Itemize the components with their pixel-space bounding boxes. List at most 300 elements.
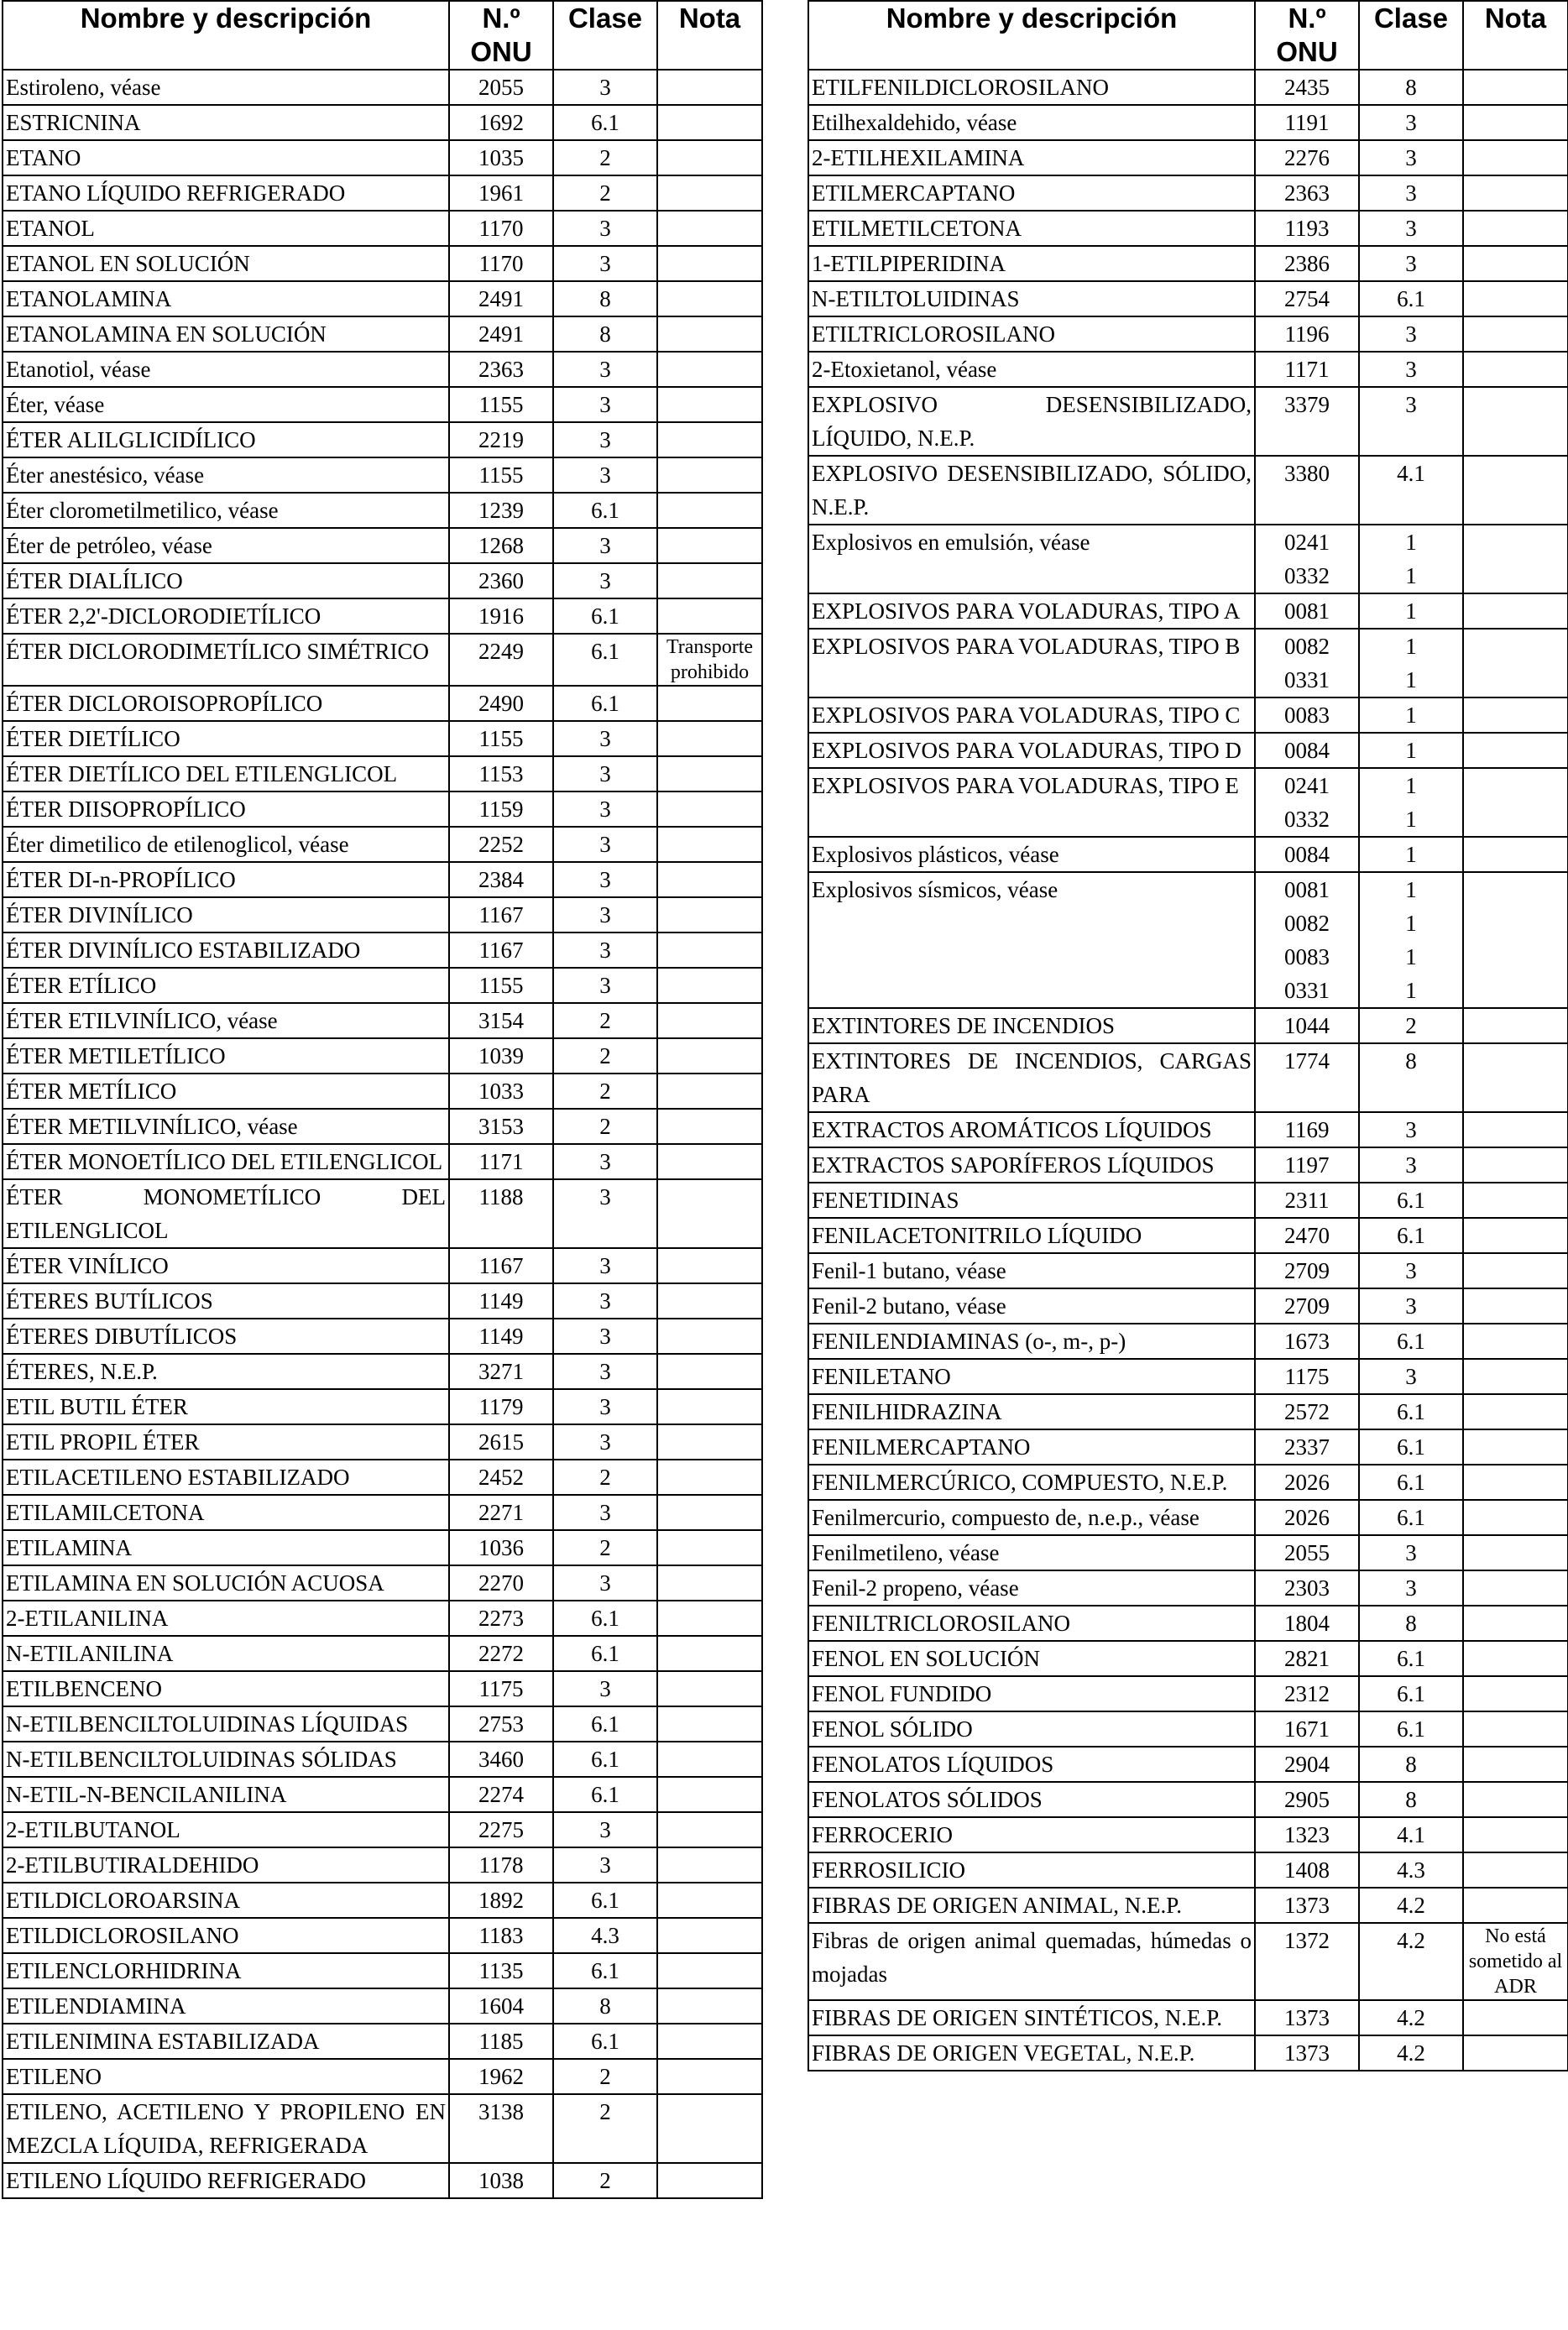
note-cell — [1463, 105, 1568, 140]
hazard-class: 2 — [553, 1460, 657, 1495]
substance-name: Fenilmercurio, compuesto de, n.e.p., véase — [808, 1500, 1255, 1535]
note-cell — [1463, 697, 1568, 733]
substance-name: FENOLATOS LÍQUIDOS — [808, 1747, 1255, 1782]
substance-name: ÉTER DIVINÍLICO ESTABILIZADO — [3, 933, 449, 968]
table-row — [3, 1777, 762, 1812]
hazard-class: 2 — [553, 140, 657, 175]
onu-number: 2470 — [1255, 1218, 1359, 1253]
onu-number: 1193 — [1255, 211, 1359, 246]
note-cell — [1463, 1676, 1568, 1711]
note-cell — [657, 1777, 762, 1812]
table-row — [3, 827, 762, 862]
hazard-class: 6.1 — [1359, 1641, 1463, 1676]
substance-name: ETILENO, ACETILENO Y PROPILENO EN MEZCLA LÍQUIDA, REFRIGERADA — [3, 2094, 449, 2163]
substance-name: ETANOLAMINA EN SOLUCIÓN — [3, 316, 449, 352]
onu-number: 2384 — [449, 862, 553, 897]
substance-name: ÉTERES DIBUTÍLICOS — [3, 1319, 449, 1354]
note-cell — [1463, 837, 1568, 872]
table-row — [808, 140, 1568, 175]
substance-name: ETILTRICLOROSILANO — [808, 316, 1255, 352]
substance-name: ETANOLAMINA — [3, 281, 449, 316]
note-cell — [657, 493, 762, 528]
hazard-class: 6.1 — [553, 2024, 657, 2059]
table-row — [808, 105, 1568, 140]
note-cell — [1463, 352, 1568, 387]
hazard-class: 6.1 — [553, 1777, 657, 1812]
note-cell — [657, 1283, 762, 1319]
note-cell — [1463, 70, 1568, 105]
onu-number: 2490 — [449, 686, 553, 721]
substance-name: FENILACETONITRILO LÍQUIDO — [808, 1218, 1255, 1253]
table-row — [808, 1359, 1568, 1394]
onu-number: 2904 — [1255, 1747, 1359, 1782]
hazard-class: 3 — [553, 1179, 657, 1248]
table-row — [3, 1179, 762, 1248]
onu-number: 1671 — [1255, 1711, 1359, 1747]
onu-number: 2055 — [1255, 1535, 1359, 1570]
note-cell — [657, 1354, 762, 1389]
substance-name: EXPLOSIVO DESENSIBILIZADO, SÓLIDO, N.E.P. — [808, 456, 1255, 525]
table-row — [3, 1495, 762, 1530]
substance-name: ETILAMINA — [3, 1530, 449, 1565]
table-row — [808, 387, 1568, 456]
header-name: Nombre y descripción — [808, 1, 1255, 70]
table-row — [3, 721, 762, 756]
note-cell — [1463, 1359, 1568, 1394]
table-row — [3, 422, 762, 457]
hazard-class: 6.1 — [1359, 1183, 1463, 1218]
note-cell — [657, 827, 762, 862]
hazard-class: 1 — [1359, 593, 1463, 629]
hazard-class: 3 — [553, 1354, 657, 1389]
table-row — [3, 246, 762, 281]
table-row — [808, 456, 1568, 525]
table-row — [808, 1535, 1568, 1570]
note-cell — [657, 1565, 762, 1601]
hazard-class: 3 — [1359, 1570, 1463, 1606]
onu-number: 1178 — [449, 1847, 553, 1883]
onu-number: 1038 — [449, 2163, 553, 2198]
left-header-row — [3, 1, 762, 70]
note-cell — [1463, 1570, 1568, 1606]
table-row — [3, 281, 762, 316]
hazard-class: 6.1 — [1359, 1394, 1463, 1429]
substance-name: ETILMETILCETONA — [808, 211, 1255, 246]
note-cell — [1463, 246, 1568, 281]
table-row — [808, 1008, 1568, 1043]
hazard-class: 3 — [1359, 1359, 1463, 1394]
note-cell — [1463, 1288, 1568, 1324]
note-cell — [1463, 1253, 1568, 1288]
onu-number: 0081 — [1255, 593, 1359, 629]
onu-number: 1036 — [449, 1530, 553, 1565]
note-cell — [1463, 1535, 1568, 1570]
hazard-class: 3 — [553, 721, 657, 756]
header-clase: Clase — [1359, 1, 1463, 70]
onu-number: 1170 — [449, 246, 553, 281]
table-row — [808, 246, 1568, 281]
substance-name: EXPLOSIVOS PARA VOLADURAS, TIPO A — [808, 593, 1255, 629]
table-row — [808, 1923, 1568, 2000]
substance-name: FENILETANO — [808, 1359, 1255, 1394]
substance-name: ETANO — [3, 140, 449, 175]
table-row — [808, 1253, 1568, 1288]
table-row — [3, 634, 762, 686]
hazard-class: 1 — [1359, 733, 1463, 768]
hazard-class: 2 — [553, 175, 657, 211]
hazard-class: 2 — [553, 2059, 657, 2094]
hazard-class: 6.1 — [553, 686, 657, 721]
table-row — [808, 629, 1568, 697]
onu-number: 2252 — [449, 827, 553, 862]
onu-number: 2615 — [449, 1424, 553, 1460]
hazard-class: 1 1 — [1359, 629, 1463, 697]
note-cell — [657, 1706, 762, 1742]
table-row — [3, 1988, 762, 2024]
substance-name: ÉTER METÍLICO — [3, 1074, 449, 1109]
substance-name: Explosivos plásticos, véase — [808, 837, 1255, 872]
note-cell — [1463, 1008, 1568, 1043]
header-clase: Clase — [553, 1, 657, 70]
substance-name: 2-ETILHEXILAMINA — [808, 140, 1255, 175]
table-row — [3, 140, 762, 175]
hazard-class: 2 — [553, 1109, 657, 1144]
onu-number: 0081 0082 0083 0331 — [1255, 872, 1359, 1008]
onu-number: 1183 — [449, 1918, 553, 1953]
hazard-class: 2 — [1359, 1008, 1463, 1043]
substance-name: N-ETILANILINA — [3, 1636, 449, 1671]
table-row — [3, 1565, 762, 1601]
hazard-class: 3 — [553, 70, 657, 105]
substance-name: ETILBENCENO — [3, 1671, 449, 1706]
table-row — [808, 70, 1568, 105]
note-cell — [657, 105, 762, 140]
hazard-class: 3 — [1359, 1253, 1463, 1288]
onu-number: 1373 — [1255, 2000, 1359, 2035]
table-row — [808, 2035, 1568, 2071]
table-row — [3, 1354, 762, 1389]
note-cell — [657, 1460, 762, 1495]
onu-number: 2821 — [1255, 1641, 1359, 1676]
onu-number: 2337 — [1255, 1429, 1359, 1465]
table-row — [3, 1003, 762, 1038]
table-row — [3, 1918, 762, 1953]
note-cell — [1463, 1112, 1568, 1147]
onu-number: 2360 — [449, 563, 553, 598]
note-cell — [657, 1530, 762, 1565]
onu-number: 1044 — [1255, 1008, 1359, 1043]
note-cell — [1463, 1711, 1568, 1747]
substance-name: 1-ETILPIPERIDINA — [808, 246, 1255, 281]
onu-number: 2026 — [1255, 1465, 1359, 1500]
hazard-class: 8 — [553, 281, 657, 316]
onu-number: 3271 — [449, 1354, 553, 1389]
hazard-class: 3 — [553, 862, 657, 897]
substance-name: ÉTER DIETÍLICO — [3, 721, 449, 756]
onu-number: 2026 — [1255, 1500, 1359, 1535]
table-row — [808, 281, 1568, 316]
substance-name: EXPLOSIVOS PARA VOLADURAS, TIPO B — [808, 629, 1255, 697]
onu-number: 1171 — [449, 1144, 553, 1179]
note-cell — [657, 1742, 762, 1777]
right-substance-table — [808, 0, 1568, 2071]
onu-number: 1169 — [1255, 1112, 1359, 1147]
table-row — [808, 837, 1568, 872]
note-cell — [657, 1424, 762, 1460]
onu-number: 1167 — [449, 1248, 553, 1283]
onu-number: 2435 — [1255, 70, 1359, 105]
note-cell — [657, 1918, 762, 1953]
note-cell — [657, 563, 762, 598]
left-substance-table — [2, 0, 763, 2199]
note-cell — [1463, 1888, 1568, 1923]
note-cell — [657, 246, 762, 281]
substance-name: Éter dimetilico de etilenoglicol, véase — [3, 827, 449, 862]
substance-name: N-ETIL-N-BENCILANILINA — [3, 1777, 449, 1812]
hazard-class: 2 — [553, 1038, 657, 1074]
onu-number: 1408 — [1255, 1852, 1359, 1888]
table-row — [808, 1606, 1568, 1641]
onu-number: 1372 — [1255, 1923, 1359, 2000]
hazard-class: 3 — [553, 1283, 657, 1319]
table-row — [3, 968, 762, 1003]
substance-name: FENILTRICLOROSILANO — [808, 1606, 1255, 1641]
note-cell — [1463, 872, 1568, 1008]
onu-number: 1604 — [449, 1988, 553, 2024]
table-row — [3, 1283, 762, 1319]
note-cell — [1463, 175, 1568, 211]
substance-name: 2-ETILBUTANOL — [3, 1812, 449, 1847]
hazard-class: 4.2 — [1359, 2035, 1463, 2071]
hazard-class: 6.1 — [1359, 1500, 1463, 1535]
table-row — [3, 1601, 762, 1636]
hazard-class: 6.1 — [553, 493, 657, 528]
table-row — [808, 1429, 1568, 1465]
substance-name: 2-Etoxietanol, véase — [808, 352, 1255, 387]
substance-name: ÉTER 2,2'-DICLORODIETÍLICO — [3, 598, 449, 634]
hazard-class: 6.1 — [1359, 1465, 1463, 1500]
substance-name: ÉTER ETILVINÍLICO, véase — [3, 1003, 449, 1038]
hazard-class: 1 — [1359, 697, 1463, 733]
onu-number: 1373 — [1255, 2035, 1359, 2071]
hazard-class: 3 — [1359, 316, 1463, 352]
hazard-class: 2 — [553, 2163, 657, 2198]
table-row — [808, 352, 1568, 387]
table-row — [3, 1847, 762, 1883]
hazard-class: 3 — [553, 352, 657, 387]
table-row — [3, 528, 762, 563]
right-header-row — [808, 1, 1568, 70]
hazard-class: 1 1 1 1 — [1359, 872, 1463, 1008]
substance-name: FENILHIDRAZINA — [808, 1394, 1255, 1429]
table-row — [808, 211, 1568, 246]
table-row — [3, 1109, 762, 1144]
note-cell — [1463, 1852, 1568, 1888]
hazard-class: 3 — [1359, 1535, 1463, 1570]
hazard-class: 8 — [1359, 1606, 1463, 1641]
note-cell — [1463, 2035, 1568, 2071]
note-cell: Transporte prohibido — [657, 634, 762, 686]
table-row — [808, 1218, 1568, 1253]
hazard-class: 3 — [1359, 105, 1463, 140]
substance-name: EXTINTORES DE INCENDIOS — [808, 1008, 1255, 1043]
substance-name: 2-ETILANILINA — [3, 1601, 449, 1636]
substance-name: ÉTER ETÍLICO — [3, 968, 449, 1003]
note-cell — [657, 2024, 762, 2059]
right-table-body — [808, 70, 1568, 2071]
substance-name: FENILMERCÚRICO, COMPUESTO, N.E.P. — [808, 1465, 1255, 1500]
substance-name: ETILENO — [3, 2059, 449, 2094]
onu-number: 2491 — [449, 316, 553, 352]
hazard-class: 6.1 — [553, 1883, 657, 1918]
table-row — [3, 387, 762, 422]
onu-number: 1155 — [449, 457, 553, 493]
hazard-class: 3 — [1359, 140, 1463, 175]
note-cell — [657, 352, 762, 387]
hazard-class: 1 1 — [1359, 768, 1463, 837]
onu-number: 1159 — [449, 791, 553, 827]
note-cell — [1463, 1394, 1568, 1429]
hazard-class: 6.1 — [553, 1706, 657, 1742]
note-cell — [1463, 733, 1568, 768]
note-cell — [657, 1636, 762, 1671]
substance-name: ÉTERES BUTÍLICOS — [3, 1283, 449, 1319]
note-cell — [657, 1883, 762, 1918]
note-cell — [657, 211, 762, 246]
hazard-class: 4.2 — [1359, 2000, 1463, 2035]
onu-number: 0241 0332 — [1255, 768, 1359, 837]
substance-name: Fibras de origen animal quemadas, húmedas o mojadas — [808, 1923, 1255, 2000]
substance-name: ÉTER VINÍLICO — [3, 1248, 449, 1283]
table-row — [3, 897, 762, 933]
hazard-class: 2 — [553, 1003, 657, 1038]
note-cell — [657, 2094, 762, 2163]
substance-name: ETIL BUTIL ÉTER — [3, 1389, 449, 1424]
table-row — [808, 316, 1568, 352]
note-cell — [657, 2059, 762, 2094]
note-cell — [657, 1319, 762, 1354]
table-row — [3, 1706, 762, 1742]
onu-number: 0084 — [1255, 733, 1359, 768]
onu-number: 1170 — [449, 211, 553, 246]
onu-number: 1149 — [449, 1283, 553, 1319]
substance-name: ETILACETILENO ESTABILIZADO — [3, 1460, 449, 1495]
substance-name: Fenilmetileno, véase — [808, 1535, 1255, 1570]
note-cell — [1463, 1147, 1568, 1183]
substance-name: FIBRAS DE ORIGEN VEGETAL, N.E.P. — [808, 2035, 1255, 2071]
onu-number: 1239 — [449, 493, 553, 528]
table-row — [3, 2059, 762, 2094]
note-cell — [657, 281, 762, 316]
hazard-class: 4.1 — [1359, 456, 1463, 525]
hazard-class: 6.1 — [553, 634, 657, 686]
onu-number: 1135 — [449, 1953, 553, 1988]
onu-number: 2249 — [449, 634, 553, 686]
onu-number: 2303 — [1255, 1570, 1359, 1606]
substance-name: Éter de petróleo, véase — [3, 528, 449, 563]
note-cell — [657, 1389, 762, 1424]
onu-number: 2272 — [449, 1636, 553, 1671]
table-row — [808, 733, 1568, 768]
onu-number: 2274 — [449, 1777, 553, 1812]
substance-name: 2-ETILBUTIRALDEHIDO — [3, 1847, 449, 1883]
onu-number: 2452 — [449, 1460, 553, 1495]
hazard-class: 3 — [553, 1565, 657, 1601]
substance-name: FENILMERCAPTANO — [808, 1429, 1255, 1465]
table-row — [3, 598, 762, 634]
note-cell — [657, 721, 762, 756]
table-row — [808, 872, 1568, 1008]
substance-name: ÉTERES, N.E.P. — [3, 1354, 449, 1389]
substance-name: ETILDICLOROSILANO — [3, 1918, 449, 1953]
substance-name: Estiroleno, véase — [3, 70, 449, 105]
substance-name: ÉTER ALILGLICIDÍLICO — [3, 422, 449, 457]
substance-name: Fenil-2 butano, véase — [808, 1288, 1255, 1324]
note-cell — [1463, 140, 1568, 175]
table-row — [3, 457, 762, 493]
table-row — [3, 756, 762, 791]
onu-number: 2273 — [449, 1601, 553, 1636]
substance-name: FERROSILICIO — [808, 1852, 1255, 1888]
onu-number: 1167 — [449, 933, 553, 968]
note-cell — [657, 457, 762, 493]
table-row — [808, 697, 1568, 733]
substance-name: EXTRACTOS AROMÁTICOS LÍQUIDOS — [808, 1112, 1255, 1147]
hazard-class: 4.3 — [1359, 1852, 1463, 1888]
onu-number: 2275 — [449, 1812, 553, 1847]
hazard-class: 3 — [553, 1495, 657, 1530]
note-cell — [657, 968, 762, 1003]
note-cell — [1463, 2000, 1568, 2035]
note-cell — [657, 1495, 762, 1530]
substance-name: ETILAMILCETONA — [3, 1495, 449, 1530]
onu-number: 1171 — [1255, 352, 1359, 387]
onu-number: 2709 — [1255, 1288, 1359, 1324]
substance-name: ETANOL EN SOLUCIÓN — [3, 246, 449, 281]
hazard-class: 6.1 — [553, 1953, 657, 1988]
substance-name: FENOL SÓLIDO — [808, 1711, 1255, 1747]
table-row — [3, 1144, 762, 1179]
table-row — [808, 1782, 1568, 1817]
table-row — [3, 1671, 762, 1706]
substance-name: ETILENCLORHIDRINA — [3, 1953, 449, 1988]
onu-number: 2753 — [449, 1706, 553, 1742]
note-cell — [1463, 593, 1568, 629]
table-row — [3, 1248, 762, 1283]
hazard-class: 4.2 — [1359, 1888, 1463, 1923]
note-cell — [657, 686, 762, 721]
note-cell — [657, 175, 762, 211]
onu-number: 1962 — [449, 2059, 553, 2094]
onu-number: 2311 — [1255, 1183, 1359, 1218]
hazard-class: 3 — [553, 1424, 657, 1460]
hazard-class: 6.1 — [1359, 1676, 1463, 1711]
onu-number: 1892 — [449, 1883, 553, 1918]
onu-number: 1039 — [449, 1038, 553, 1074]
onu-number: 2572 — [1255, 1394, 1359, 1429]
substance-name: Éter anestésico, véase — [3, 457, 449, 493]
onu-number: 2271 — [449, 1495, 553, 1530]
onu-number: 0082 0331 — [1255, 629, 1359, 697]
table-row — [808, 2000, 1568, 2035]
substance-name: Etanotiol, véase — [3, 352, 449, 387]
hazard-class: 8 — [553, 316, 657, 352]
hazard-class: 3 — [553, 563, 657, 598]
note-cell — [1463, 387, 1568, 456]
onu-number: 1155 — [449, 721, 553, 756]
onu-number: 1268 — [449, 528, 553, 563]
table-row — [808, 1641, 1568, 1676]
